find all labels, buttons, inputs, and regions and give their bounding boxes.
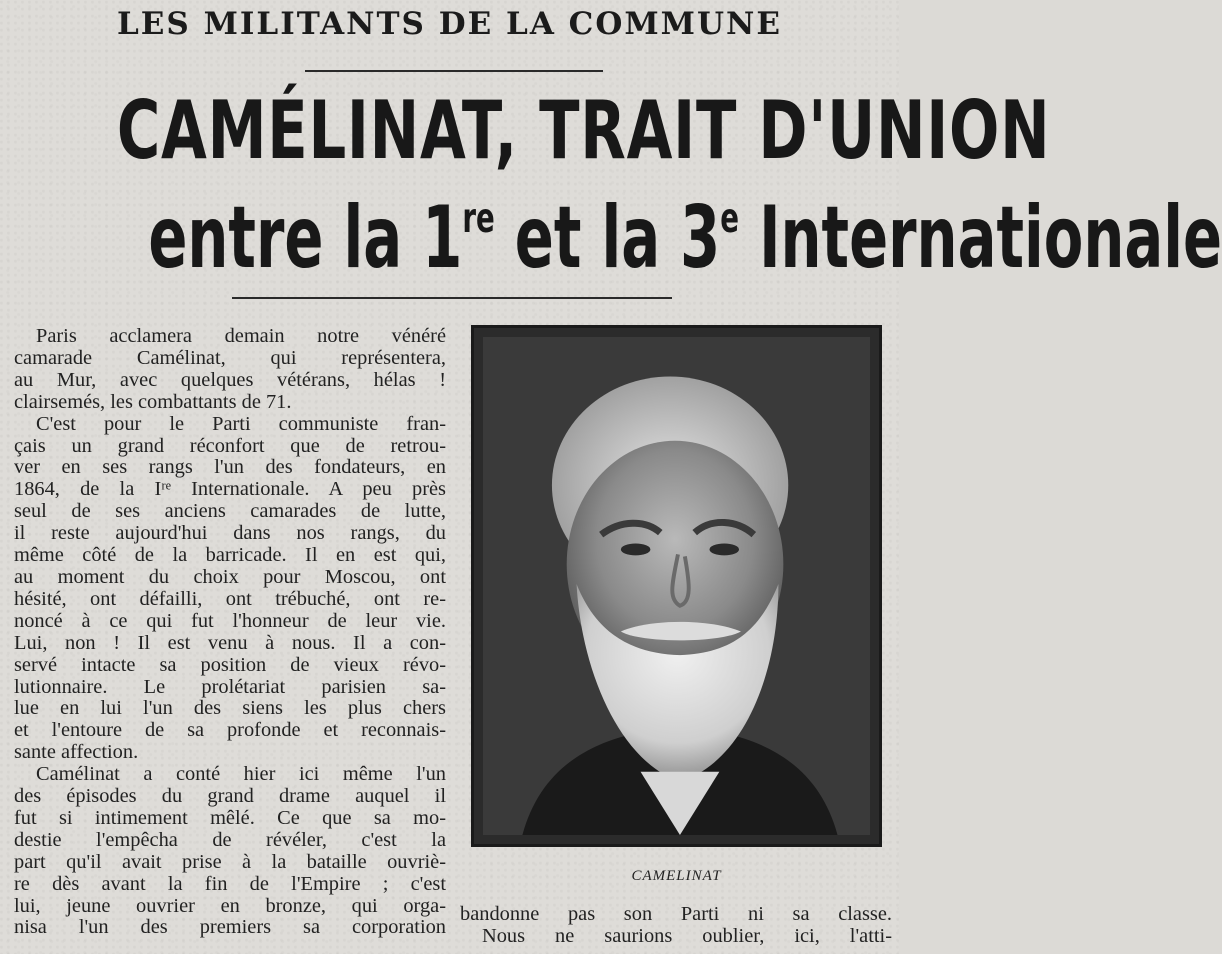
text-line: des épisodes du grand drame auquel il xyxy=(14,785,446,808)
portrait-image xyxy=(483,337,870,835)
section-kicker: LES MILITANTS DE LA COMMUNE xyxy=(117,6,782,42)
text-line: destie l'empêcha de révéler, c'est la xyxy=(14,828,446,851)
text-line: il reste aujourd'hui dans nos rangs, du xyxy=(14,522,446,545)
text-line: 1864, de la Iʳᵉ Internationale. A peu près xyxy=(14,478,446,501)
portrait-photo xyxy=(471,325,882,847)
text-line: clairsemés, les combattants de 71. xyxy=(14,390,292,413)
text-line: au Mur, avec quelques vétérans, hélas ! xyxy=(14,368,446,391)
text-line: re dès avant la fin de l'Empire ; c'est xyxy=(14,872,446,895)
portrait-illustration xyxy=(483,337,870,835)
headline-line-2 xyxy=(148,188,1222,288)
article-paragraphs xyxy=(14,326,446,939)
text-line: seul de ses anciens camarades de lutte, xyxy=(14,500,446,523)
divider-rule xyxy=(232,297,672,299)
text-line: Paris acclamera demain notre vénéré xyxy=(36,325,446,347)
headline-superscript: re xyxy=(462,193,495,242)
text-line: lutionnaire. Le prolétariat parisien sa- xyxy=(14,675,446,698)
text-line: çais un grand réconfort que de retrou- xyxy=(14,434,446,457)
divider-rule xyxy=(305,70,603,72)
text-line: nisa l'un des premiers sa corporation xyxy=(14,916,446,939)
text-line: et l'entoure de sa profonde et reconnais- xyxy=(14,719,446,742)
text-line: même côté de la barricade. Il en est qui, xyxy=(14,544,446,567)
article-column-left xyxy=(14,326,446,939)
text-line: bandonne pas son Parti ni sa classe. xyxy=(460,903,892,925)
text-line: fut si intimement mêlé. Ce que sa mo- xyxy=(14,806,446,829)
text-line: lui, jeune ouvrier en bronze, qui orga- xyxy=(14,894,446,917)
text-line: ver en ses rangs l'un des fondateurs, en xyxy=(14,456,446,479)
text-line: Camélinat a conté hier ici même l'un xyxy=(36,763,446,786)
photo-caption: CAMELINAT xyxy=(631,868,722,884)
headline-line-1: CAMÉLINAT, TRAIT D'UNION xyxy=(116,84,1051,177)
text-line: camarade Camélinat, qui représentera, xyxy=(14,346,446,369)
text-line: Lui, non ! Il est venu à nous. Il a con- xyxy=(14,631,446,654)
text-line: servé intacte sa position de vieux révo- xyxy=(14,653,446,676)
article-column-right xyxy=(460,904,892,948)
text-line: au moment du choix pour Moscou, ont xyxy=(14,565,446,588)
text-line: lue en lui l'un des siens les plus chers xyxy=(14,697,446,720)
headline-superscript: e xyxy=(720,193,740,242)
text-line: Nous ne saurions oublier, ici, l'atti- xyxy=(482,924,892,947)
text-line: noncé à ce qui fut l'honneur de leur vie. xyxy=(14,609,446,632)
headline-part: et la 3 xyxy=(494,188,721,288)
headline-part: entre la 1 xyxy=(148,188,463,288)
headline-part: Internationale xyxy=(739,188,1222,288)
text-line: hésité, ont défailli, ont trébuché, ont re- xyxy=(14,587,446,610)
text-line: part qu'il avait prise à la bataille ouvriè- xyxy=(14,850,446,873)
text-line: sante affection. xyxy=(14,741,139,764)
text-line: C'est pour le Parti communiste fran- xyxy=(36,412,446,435)
